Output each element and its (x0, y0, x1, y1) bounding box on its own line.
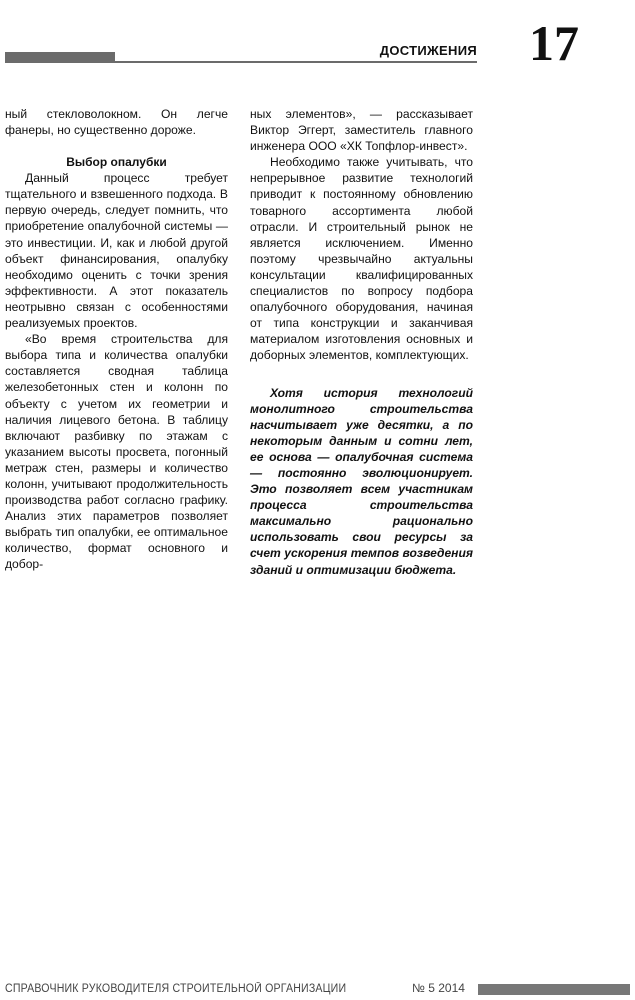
right-column (250, 106, 473, 578)
footer-bar (478, 984, 630, 995)
pull-quote: Хотя история технологий монолитного строительства насчитывает уже десятки, а по некоторым данным и сотни лет, ее основа — опалубочная система — постоянно эволюционирует. Это позволяет всем участникам процесса строительства максимально рационально использовать свои ресурсы за счет ускорения темпов возведения зданий и оптимизации бюджета. (250, 385, 473, 577)
header-bar (5, 52, 115, 63)
issue-number: № 5 2014 (412, 981, 465, 995)
publication-title: СПРАВОЧНИК РУКОВОДИТЕЛЯ СТРОИТЕЛЬНОЙ ОРГАНИЗАЦИИ (5, 983, 347, 995)
section-heading: Выбор опалубки (66, 155, 167, 170)
paragraph: Необходимо также учитывать, что непрерывное развитие технологий приводит к постоянному обновлению товарного ассортимента любой отрасли. И строительный рынок не является исключением. Именно поэтому чрезвычайно актуальны консультации квалифицированных специалистов по вопросу подбора опалубочного оборудования, начиная от типа конструкции и заканчивая материалом изготовления основных и доборных элементов, комплектующих. (250, 155, 473, 363)
left-column (5, 106, 228, 573)
paragraph: Данный процесс требует тщательного и взвешенного подхода. В первую очередь, следует помнить, что приобретение опалубочной системы — это инвестиции. И, как и любой другой объект финансирования, опалубку необходимо оценить с точки зрения эффективности. А этот показатель неотрывно связан с особенностями реализуемых проектов. (5, 171, 228, 331)
header-rule (115, 61, 477, 63)
page-number: 17 (529, 15, 579, 71)
paragraph: ный стекловолокном. Он легче фанеры, но существенно дороже. (5, 107, 228, 138)
section-title: ДОСТИЖЕНИЯ (379, 43, 477, 58)
paragraph: ных элементов», — рассказывает Виктор Эггерт, заместитель главного инженера ООО «ХК Топфлор-инвест». (250, 107, 473, 154)
paragraph: «Во время строительства для выбора типа и количества опалубки составляется сводная таблица железобетонных стен и колонн по объекту с учетом их геометрии и наличия лицевого бетона. В таблицу включают разбивку по этажам с указанием высоты просвета, погонный метраж стен, размеры и количество колонн, учитывают продолжительность производства работ согласно графику. Анализ этих параметров позволяет выбрать тип опалубки, ее оптимальное количество, формат основного и добор- (5, 332, 228, 572)
